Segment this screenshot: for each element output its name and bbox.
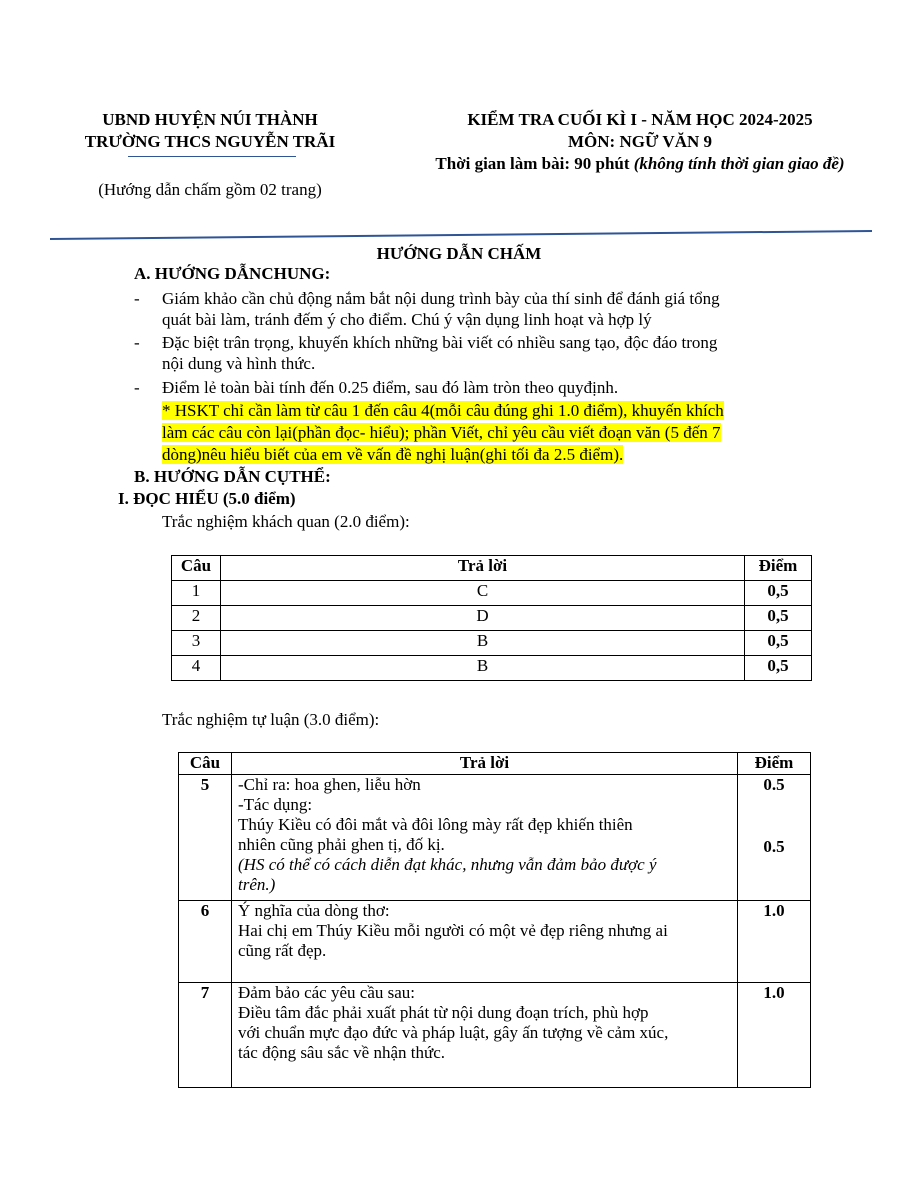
highlight-line-1: * HSKT chỉ cần làm từ câu 1 đến câu 4(mỗi câu đúng ghi 1.0 điểm), khuyến khích bbox=[162, 401, 724, 420]
list-item-text-2: quát bài làm, tránh đếm ý cho điểm. Chú ý vận dụng linh hoạt và hợp lý bbox=[162, 310, 652, 329]
table-row bbox=[172, 581, 812, 606]
reading-heading: I. ĐỌC HIỂU (5.0 điểm) bbox=[118, 489, 296, 508]
list-item-text-1: Điểm lẻ toàn bài tính đến 0.25 điểm, sau đó làm tròn theo quyđịnh. bbox=[162, 378, 619, 397]
essay-label: Trắc nghiệm tự luận (3.0 điểm): bbox=[162, 710, 380, 729]
list-item bbox=[134, 332, 824, 374]
score: 0.5 bbox=[763, 775, 785, 794]
question-number: 2 bbox=[172, 606, 221, 631]
answer-line: Hai chị em Thúy Kiều mỗi người có một vẻ đẹp riêng nhưng ai bbox=[238, 921, 668, 940]
essay-answer-table bbox=[178, 752, 811, 1088]
section-a-heading: A. HƯỚNG DẪNCHUNG: bbox=[134, 264, 331, 283]
question-number: 1 bbox=[172, 581, 221, 606]
page-count-note: (Hướng dẫn chấm gồm 02 trang) bbox=[98, 180, 322, 199]
table-row bbox=[172, 631, 812, 656]
col-header-score: Điểm bbox=[738, 753, 811, 775]
list-item bbox=[134, 288, 824, 330]
answer-cell bbox=[232, 983, 738, 1088]
list-item bbox=[134, 377, 824, 398]
score: 0,5 bbox=[745, 631, 812, 656]
score: 0,5 bbox=[745, 606, 812, 631]
list-item-text-1: Giám khảo cần chủ động nắm bắt nội dung trình bày của thí sinh để đánh giá tổng bbox=[162, 289, 720, 308]
time-allowed-note: (không tính thời gian giao đề) bbox=[633, 154, 845, 173]
objective-answer-table bbox=[171, 555, 812, 681]
answer-cell bbox=[232, 901, 738, 983]
answer-line: nhiên cũng phải ghen tị, đố kị. bbox=[238, 835, 445, 854]
answer: B bbox=[221, 656, 745, 681]
bullet-dash: - bbox=[134, 289, 140, 308]
answer-line: Ý nghĩa của dòng thơ: bbox=[238, 901, 390, 920]
col-header-question: Câu bbox=[179, 753, 232, 775]
question-number: 7 bbox=[179, 983, 232, 1088]
answer: B bbox=[221, 631, 745, 656]
score: 0.5 bbox=[763, 837, 785, 856]
table-row bbox=[179, 983, 811, 1088]
school-name: TRƯỜNG THCS NGUYỄN TRÃI bbox=[84, 132, 336, 151]
col-header-question: Câu bbox=[172, 556, 221, 581]
header-divider bbox=[50, 228, 874, 242]
answer-line: Điều tâm đắc phải xuất phát từ nội dung đoạn trích, phù hợp bbox=[238, 1003, 649, 1022]
score: 0,5 bbox=[745, 656, 812, 681]
section-b-heading: B. HƯỚNG DẪN CỤTHỂ: bbox=[134, 467, 331, 486]
question-number: 4 bbox=[172, 656, 221, 681]
score: 1.0 bbox=[738, 983, 811, 1088]
objective-label: Trắc nghiệm khách quan (2.0 điểm): bbox=[162, 512, 410, 531]
score: 1.0 bbox=[738, 901, 811, 983]
answer-line: Đảm bảo các yêu cầu sau: bbox=[238, 983, 415, 1002]
time-allowed bbox=[395, 154, 885, 174]
answer-line: -Tác dụng: bbox=[238, 795, 313, 814]
answer-line: tác động sâu sắc về nhận thức. bbox=[238, 1043, 446, 1062]
question-number: 5 bbox=[179, 775, 232, 901]
answer-line: Thúy Kiều có đôi mắt và đôi lông mày rất đẹp khiến thiên bbox=[238, 815, 633, 834]
answer-line: -Chỉ ra: hoa ghen, liễu hờn bbox=[238, 775, 421, 794]
school-authority: UBND HUYỆN NÚI THÀNH bbox=[102, 110, 318, 129]
answer: C bbox=[221, 581, 745, 606]
table-row bbox=[172, 656, 812, 681]
answer-note: trên.) bbox=[238, 875, 276, 894]
score: 0,5 bbox=[745, 581, 812, 606]
answer-note: (HS có thể có cách diễn đạt khác, nhưng vẫn đảm bảo được ý bbox=[238, 855, 657, 874]
col-header-score: Điểm bbox=[745, 556, 812, 581]
table-row bbox=[179, 775, 811, 901]
school-underline bbox=[128, 156, 296, 157]
col-header-answer: Trả lời bbox=[232, 753, 738, 775]
special-needs-note bbox=[162, 400, 724, 466]
highlight-line-3: dòng)nêu hiểu biết của em về vấn đề nghị luận(ghi tối đa 2.5 điểm). bbox=[162, 445, 624, 464]
col-header-answer: Trả lời bbox=[221, 556, 745, 581]
table-row bbox=[172, 606, 812, 631]
answer-line: cũng rất đẹp. bbox=[238, 941, 327, 960]
table-row bbox=[179, 901, 811, 983]
highlight-line-2: làm các câu còn lại(phần đọc- hiểu); phần Viết, chỉ yêu cầu viết đoạn văn (5 đến 7 bbox=[162, 423, 721, 442]
score-cell bbox=[738, 775, 811, 901]
page-title: HƯỚNG DẪN CHẤM bbox=[376, 244, 542, 263]
answer-line: với chuẩn mực đạo đức và pháp luật, gây ấn tượng về cảm xúc, bbox=[238, 1023, 669, 1042]
subject: MÔN: NGỮ VĂN 9 bbox=[567, 132, 712, 151]
question-number: 3 bbox=[172, 631, 221, 656]
bullet-dash: - bbox=[134, 333, 140, 352]
question-number: 6 bbox=[179, 901, 232, 983]
answer-cell bbox=[232, 775, 738, 901]
list-item-text-2: nội dung và hình thức. bbox=[162, 354, 316, 373]
time-allowed-main: Thời gian làm bài: 90 phút bbox=[435, 154, 634, 173]
answer: D bbox=[221, 606, 745, 631]
exam-title: KIỂM TRA CUỐI KÌ I - NĂM HỌC 2024-2025 bbox=[467, 110, 813, 129]
list-item-text-1: Đặc biệt trân trọng, khuyến khích những bài viết có nhiều sang tạo, độc đáo trong bbox=[162, 333, 718, 352]
bullet-dash: - bbox=[134, 378, 140, 397]
